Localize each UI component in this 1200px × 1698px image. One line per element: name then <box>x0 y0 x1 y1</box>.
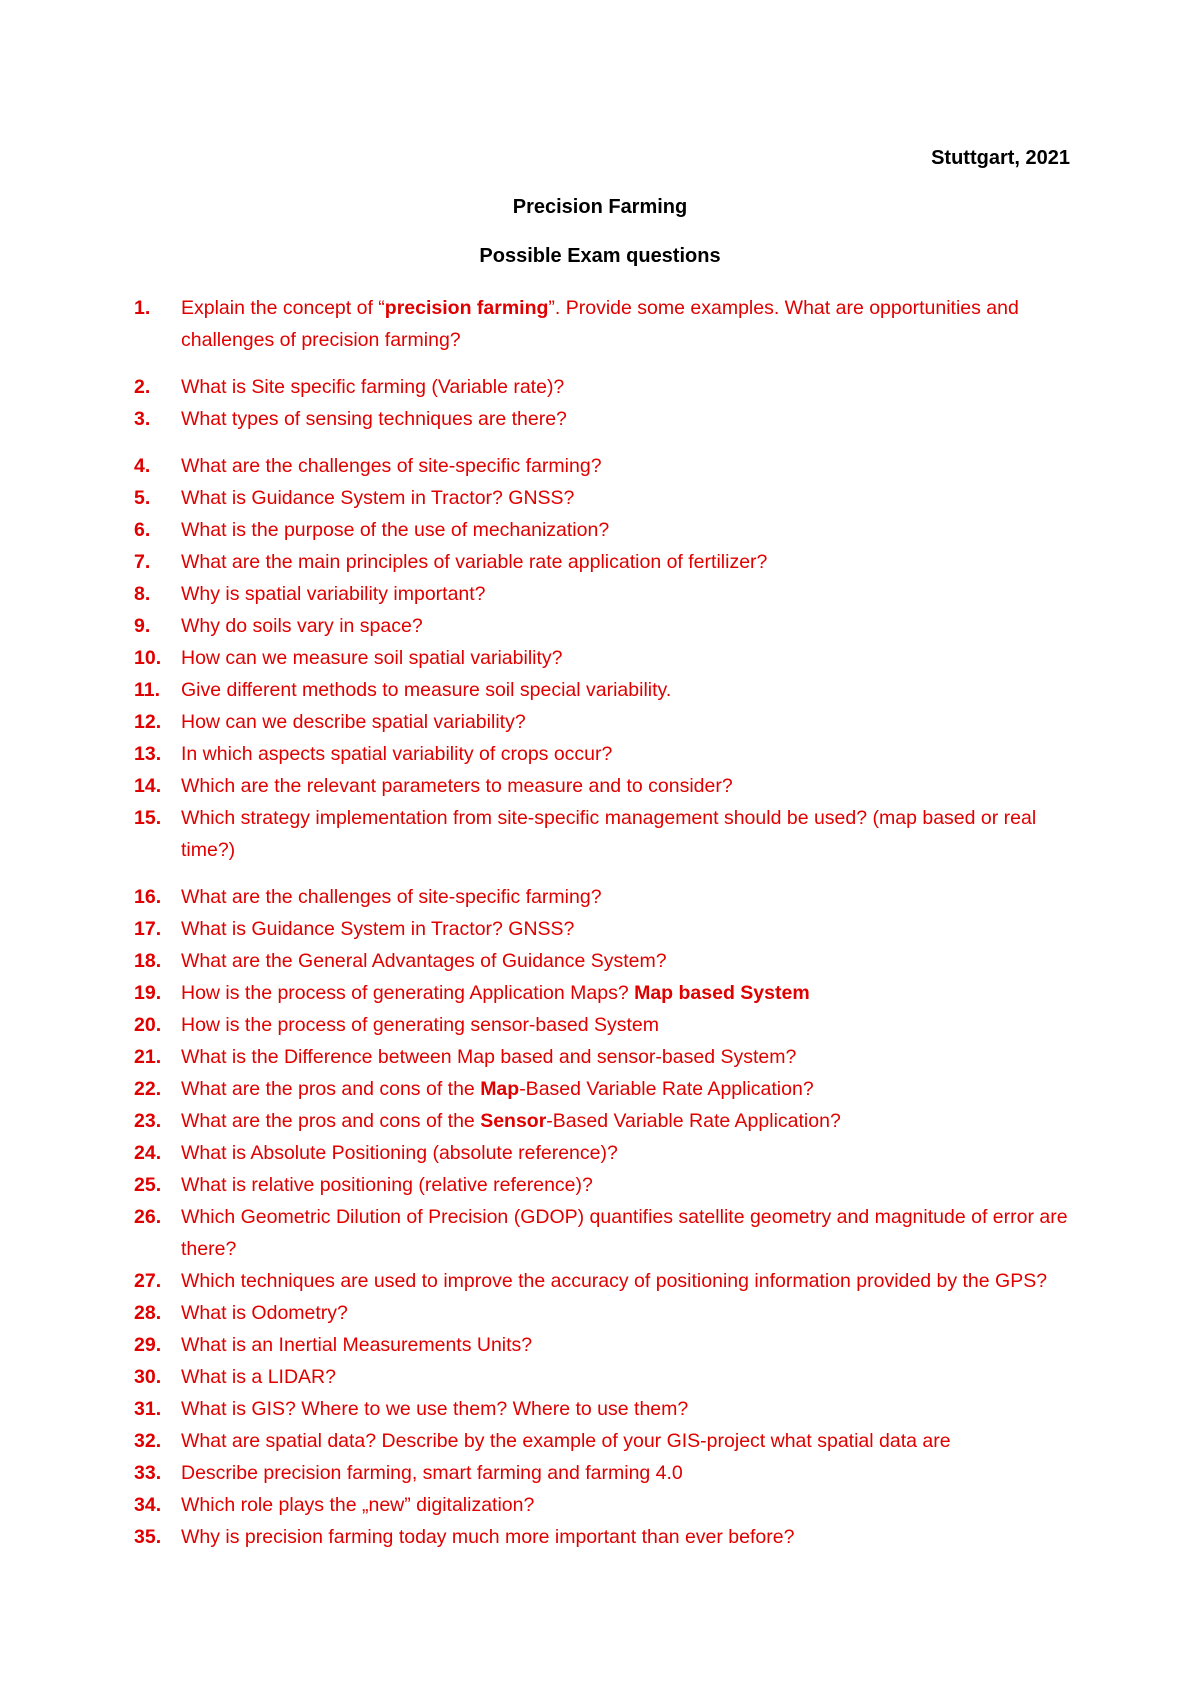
question-text: What types of sensing techniques are there? <box>181 408 567 430</box>
question-item <box>134 1169 1074 1201</box>
question-number: 14. <box>134 775 162 797</box>
question-number: 21. <box>134 1046 162 1068</box>
question-text: What are the main principles of variable rate application of fertilizer? <box>181 551 768 573</box>
question-emphasis: Sensor <box>480 1110 547 1132</box>
question-text: What are the pros and cons of the <box>181 1078 481 1100</box>
question-number: 29. <box>134 1334 162 1356</box>
question-number: 3. <box>134 408 151 430</box>
question-number: 26. <box>134 1206 162 1228</box>
question-number: 32. <box>134 1430 162 1452</box>
question-emphasis: precision farming <box>384 297 549 319</box>
question-number: 1. <box>134 297 151 319</box>
question-emphasis: Map based System <box>634 982 810 1004</box>
question-number: 9. <box>134 615 151 637</box>
question-item <box>134 1521 1074 1553</box>
question-item <box>134 1489 1074 1521</box>
question-text: In which aspects spatial variability of crops occur? <box>181 743 613 765</box>
question-item <box>134 292 1074 356</box>
question-item <box>134 977 1074 1009</box>
question-number: 28. <box>134 1302 162 1324</box>
place-date: Stuttgart, 2021 <box>931 147 1070 169</box>
question-item <box>134 450 1074 482</box>
question-item <box>134 1393 1074 1425</box>
question-item <box>134 1009 1074 1041</box>
question-item <box>134 945 1074 977</box>
question-text: Which role plays the „new” digitalization? <box>181 1494 535 1516</box>
question-emphasis: Map <box>480 1078 520 1100</box>
question-text: Give different methods to measure soil special variability. <box>181 679 672 701</box>
question-item <box>134 1329 1074 1361</box>
question-number: 6. <box>134 519 151 541</box>
question-number: 2. <box>134 376 151 398</box>
question-text: How is the process of generating sensor-based System <box>181 1014 659 1036</box>
question-item <box>134 770 1074 802</box>
question-text: What is Odometry? <box>181 1302 348 1324</box>
question-text: What are the challenges of site-specific farming? <box>181 886 602 908</box>
question-item <box>134 1425 1074 1457</box>
question-text: How can we describe spatial variability? <box>181 711 526 733</box>
question-text: Why is precision farming today much more important than ever before? <box>181 1526 795 1548</box>
question-number: 35. <box>134 1526 162 1548</box>
question-number: 7. <box>134 551 151 573</box>
question-number: 22. <box>134 1078 162 1100</box>
question-number: 30. <box>134 1366 162 1388</box>
question-text: How is the process of generating Application Maps? <box>181 982 635 1004</box>
question-number: 33. <box>134 1462 162 1484</box>
question-item <box>134 802 1074 866</box>
question-number: 27. <box>134 1270 162 1292</box>
question-text: What is GIS? Where to we use them? Where to use them? <box>181 1398 689 1420</box>
question-text: -Based Variable Rate Application? <box>519 1078 814 1100</box>
question-text: What is Site specific farming (Variable rate)? <box>181 376 565 398</box>
question-text: What is Absolute Positioning (absolute reference)? <box>181 1142 618 1164</box>
question-item <box>134 371 1074 403</box>
question-item <box>134 913 1074 945</box>
question-text: What is a LIDAR? <box>181 1366 336 1388</box>
question-list <box>134 292 1074 1553</box>
question-item <box>134 1265 1074 1297</box>
question-number: 25. <box>134 1174 162 1196</box>
question-number: 18. <box>134 950 162 972</box>
question-text: What are the pros and cons of the <box>181 1110 481 1132</box>
question-number: 31. <box>134 1398 162 1420</box>
question-text: Explain the concept of “ <box>181 297 385 319</box>
question-text: How can we measure soil spatial variability? <box>181 647 563 669</box>
question-item <box>134 403 1074 435</box>
question-number: 12. <box>134 711 162 733</box>
question-item <box>134 674 1074 706</box>
question-text: What is Guidance System in Tractor? GNSS? <box>181 487 575 509</box>
question-item <box>134 881 1074 913</box>
question-text: What is Guidance System in Tractor? GNSS? <box>181 918 575 940</box>
question-number: 19. <box>134 982 162 1004</box>
question-text: -Based Variable Rate Application? <box>546 1110 841 1132</box>
question-text: Why is spatial variability important? <box>181 583 486 605</box>
question-number: 16. <box>134 886 162 908</box>
question-number: 20. <box>134 1014 162 1036</box>
question-number: 5. <box>134 487 151 509</box>
question-item <box>134 546 1074 578</box>
question-item <box>134 1457 1074 1489</box>
question-number: 34. <box>134 1494 162 1516</box>
question-number: 23. <box>134 1110 162 1132</box>
question-item <box>134 1041 1074 1073</box>
document-title: Precision Farming <box>512 196 688 218</box>
question-item <box>134 1105 1074 1137</box>
question-item <box>134 482 1074 514</box>
question-number: 24. <box>134 1142 162 1164</box>
question-text: Why do soils vary in space? <box>181 615 423 637</box>
question-text: Which strategy implementation from site-specific management should be used? (map based or real time?) <box>181 807 1037 861</box>
question-text: ”. Provide some examples. What are opportunities and challenges of precision farming? <box>181 297 1019 351</box>
question-item <box>134 514 1074 546</box>
question-number: 15. <box>134 807 162 829</box>
question-item <box>134 578 1074 610</box>
question-item <box>134 610 1074 642</box>
question-item <box>134 1361 1074 1393</box>
question-item <box>134 1297 1074 1329</box>
question-text: What is an Inertial Measurements Units? <box>181 1334 533 1356</box>
question-item <box>134 1201 1074 1265</box>
question-item <box>134 1073 1074 1105</box>
question-text: What is the purpose of the use of mechanization? <box>181 519 610 541</box>
question-text: What is relative positioning (relative reference)? <box>181 1174 593 1196</box>
question-text: What are the challenges of site-specific farming? <box>181 455 602 477</box>
question-text: What is the Difference between Map based and sensor-based System? <box>181 1046 797 1068</box>
question-item <box>134 706 1074 738</box>
question-text: What are the General Advantages of Guidance System? <box>181 950 667 972</box>
question-number: 4. <box>134 455 151 477</box>
question-number: 17. <box>134 918 162 940</box>
question-item <box>134 738 1074 770</box>
question-text: Which Geometric Dilution of Precision (GDOP) quantifies satellite geometry and magnitude of error are there? <box>181 1206 1068 1260</box>
document-subtitle: Possible Exam questions <box>479 245 721 267</box>
question-number: 11. <box>134 679 161 701</box>
question-number: 8. <box>134 583 151 605</box>
question-number: 10. <box>134 647 162 669</box>
question-text: Describe precision farming, smart farming and farming 4.0 <box>181 1462 683 1484</box>
question-number: 13. <box>134 743 162 765</box>
question-item <box>134 642 1074 674</box>
question-text: Which techniques are used to improve the accuracy of positioning information provided by the GPS? <box>181 1270 1048 1292</box>
question-text: What are spatial data? Describe by the example of your GIS-project what spatial data are <box>181 1430 951 1452</box>
question-text: Which are the relevant parameters to measure and to consider? <box>181 775 733 797</box>
question-item <box>134 1137 1074 1169</box>
